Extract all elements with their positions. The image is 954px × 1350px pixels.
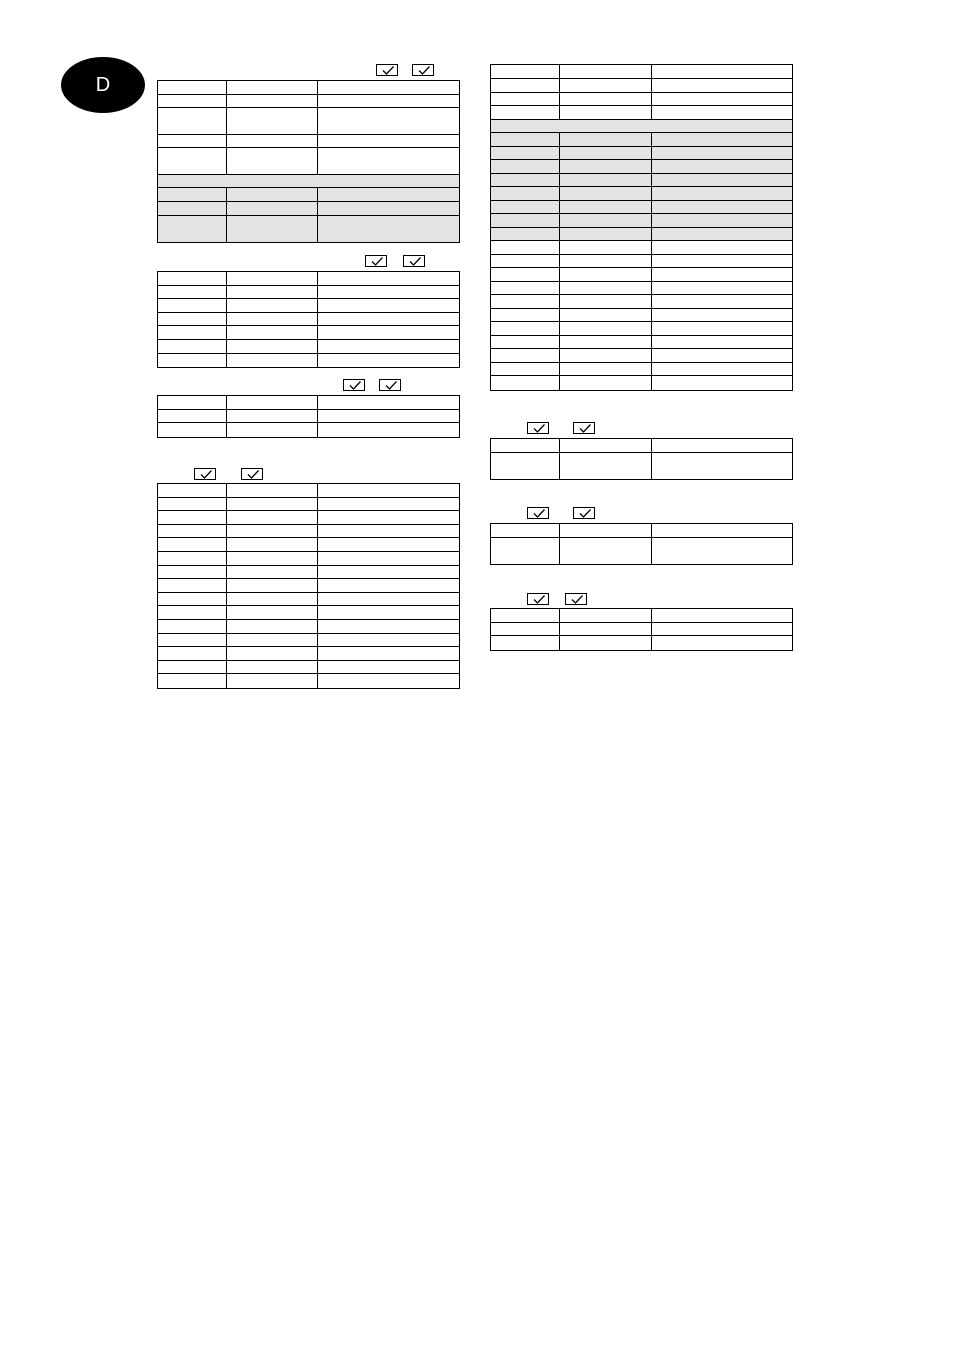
table-cell (227, 148, 318, 174)
table-row (158, 484, 459, 498)
table-row (491, 93, 792, 107)
table-cell (158, 299, 227, 312)
table-row (158, 579, 459, 593)
table-cell (560, 295, 652, 308)
table-row (158, 396, 459, 410)
table-row (491, 336, 792, 350)
table-row (491, 524, 792, 538)
table-cell (158, 552, 227, 565)
table-cell (158, 340, 227, 353)
table-cell (652, 439, 792, 452)
table-cell (491, 65, 560, 78)
table-cell (158, 511, 227, 524)
checkmark-box-icon (527, 593, 549, 605)
table-cell (560, 228, 652, 241)
table-cell (652, 255, 792, 268)
table-row (491, 376, 792, 390)
table-cell (652, 524, 792, 537)
table-cell (158, 484, 227, 497)
table-row (158, 216, 459, 242)
table-cell (491, 93, 560, 106)
table-cell (158, 108, 227, 134)
table-cell (652, 241, 792, 254)
table-cell (318, 396, 459, 409)
table-cell (318, 566, 459, 579)
table-cell (491, 309, 560, 322)
table-cell (158, 188, 227, 201)
table-row (491, 228, 792, 242)
table-cell (560, 322, 652, 335)
table-cell (158, 525, 227, 538)
table-cell (158, 498, 227, 511)
table-row (491, 439, 792, 453)
table-cell (318, 593, 459, 606)
table-cell (227, 326, 318, 339)
table-cell (652, 609, 792, 622)
table-cell (318, 108, 459, 134)
table-cell (227, 511, 318, 524)
table-cell (491, 322, 560, 335)
table-cell (652, 160, 792, 173)
table-cell (227, 272, 318, 285)
table-row (158, 593, 459, 607)
table-row (158, 81, 459, 95)
table-cell (158, 175, 459, 187)
table-cell (318, 634, 459, 647)
table-row (491, 363, 792, 377)
table-cell (652, 309, 792, 322)
table-cell (491, 120, 792, 132)
table-row (158, 634, 459, 648)
table-cell (560, 376, 652, 390)
table-cell (491, 295, 560, 308)
table-cell (318, 661, 459, 674)
table-cell (491, 228, 560, 241)
table-cell (560, 363, 652, 376)
table-row (158, 188, 459, 202)
table-cell (158, 272, 227, 285)
table-row (491, 241, 792, 255)
table-cell (158, 81, 227, 94)
checkmark-box-icon (527, 422, 549, 434)
table-cell (560, 65, 652, 78)
table-cell (227, 340, 318, 353)
table-row (491, 214, 792, 228)
checkmark-box-icon (565, 593, 587, 605)
table-cell (652, 376, 792, 390)
table-cell (318, 354, 459, 368)
table-cell (652, 65, 792, 78)
table-row (491, 160, 792, 174)
table-row (491, 636, 792, 650)
table-cell (318, 423, 459, 437)
table-cell (652, 79, 792, 92)
spec-table-2 (157, 271, 460, 368)
table-cell (652, 133, 792, 146)
table-cell (652, 336, 792, 349)
table-cell (560, 268, 652, 281)
table-cell (491, 187, 560, 200)
table-cell (227, 188, 318, 201)
table-cell (560, 282, 652, 295)
table-cell (318, 525, 459, 538)
table-row (158, 674, 459, 688)
checkmark-box-icon (376, 64, 398, 76)
table-cell (318, 216, 459, 242)
table-cell (158, 216, 227, 242)
table-cell (318, 579, 459, 592)
table-cell (227, 579, 318, 592)
table-row (158, 135, 459, 148)
table-cell (158, 566, 227, 579)
table-row (158, 423, 459, 437)
table-row (158, 202, 459, 216)
table-row (158, 552, 459, 566)
table-cell (491, 524, 560, 537)
table-cell (491, 336, 560, 349)
table-cell (491, 268, 560, 281)
table-cell (158, 313, 227, 326)
table-cell (158, 286, 227, 299)
table-cell (227, 216, 318, 242)
checkmark-box-icon (379, 379, 401, 391)
table-cell (491, 363, 560, 376)
spec-table-6 (490, 438, 793, 480)
table-cell (652, 295, 792, 308)
table-cell (158, 620, 227, 633)
table-row (158, 661, 459, 675)
table-cell (318, 606, 459, 619)
table-row (491, 268, 792, 282)
table-cell (560, 93, 652, 106)
table-row (158, 95, 459, 108)
table-cell (227, 538, 318, 551)
table-row (158, 313, 459, 327)
table-cell (652, 363, 792, 376)
table-cell (227, 354, 318, 368)
table-cell (491, 174, 560, 187)
table-cell (318, 340, 459, 353)
table-cell (318, 299, 459, 312)
table-cell (318, 484, 459, 497)
table-cell (227, 81, 318, 94)
table-row (158, 647, 459, 661)
table-cell (158, 674, 227, 688)
table-row (158, 299, 459, 313)
table-cell (560, 309, 652, 322)
spec-table-3 (157, 395, 460, 438)
table-cell (158, 396, 227, 409)
table-cell (158, 579, 227, 592)
table-cell (560, 241, 652, 254)
table-cell (560, 336, 652, 349)
table-cell (560, 623, 652, 636)
checkmark-box-icon (412, 64, 434, 76)
table-cell (318, 511, 459, 524)
table-row (158, 340, 459, 354)
table-cell (652, 201, 792, 214)
table-cell (227, 661, 318, 674)
checkmark-box-icon (241, 468, 263, 480)
table-cell (318, 410, 459, 423)
table-cell (560, 79, 652, 92)
table-cell (158, 326, 227, 339)
table-row (491, 282, 792, 296)
table-cell (560, 106, 652, 119)
table-cell (491, 376, 560, 390)
table-row (491, 133, 792, 147)
table-cell (652, 228, 792, 241)
table-cell (227, 647, 318, 660)
table-cell (491, 201, 560, 214)
table-row (491, 174, 792, 188)
language-badge (61, 57, 145, 113)
table-cell (158, 410, 227, 423)
table-cell (491, 538, 560, 564)
table-cell (560, 214, 652, 227)
table-cell (318, 81, 459, 94)
table-cell (227, 202, 318, 215)
table-cell (158, 423, 227, 437)
table-row (158, 326, 459, 340)
table-row (491, 79, 792, 93)
table-row (491, 322, 792, 336)
table-cell (560, 636, 652, 650)
table-cell (560, 133, 652, 146)
table-row (491, 609, 792, 623)
table-cell (227, 484, 318, 497)
table-row (491, 201, 792, 215)
table-row (158, 538, 459, 552)
table-cell (560, 524, 652, 537)
language-badge-label: D (95, 73, 111, 96)
table-cell (652, 282, 792, 295)
table-cell (227, 525, 318, 538)
table-cell (158, 354, 227, 368)
spec-table-5 (490, 64, 793, 391)
table-cell (227, 620, 318, 633)
table-cell (652, 214, 792, 227)
table-cell (560, 538, 652, 564)
spec-table-7 (490, 523, 793, 565)
table-cell (491, 282, 560, 295)
table-cell (227, 299, 318, 312)
table-cell (318, 538, 459, 551)
table-cell (318, 148, 459, 174)
checkmark-box-icon (194, 468, 216, 480)
checkmark-box-icon (343, 379, 365, 391)
table-cell (227, 566, 318, 579)
table-cell (318, 620, 459, 633)
table-cell (227, 108, 318, 134)
table-row (491, 187, 792, 201)
table-row (491, 120, 792, 133)
table-cell (227, 593, 318, 606)
table-row (491, 65, 792, 79)
table-cell (491, 453, 560, 479)
table-cell (560, 160, 652, 173)
spec-table-1 (157, 80, 460, 243)
table-cell (227, 674, 318, 688)
table-cell (158, 634, 227, 647)
table-cell (318, 188, 459, 201)
table-cell (652, 147, 792, 160)
table-cell (227, 552, 318, 565)
table-cell (652, 349, 792, 362)
table-cell (318, 674, 459, 688)
table-cell (158, 593, 227, 606)
table-cell (318, 202, 459, 215)
table-cell (491, 636, 560, 650)
table-cell (491, 241, 560, 254)
table-cell (560, 187, 652, 200)
table-cell (652, 106, 792, 119)
table-row (491, 147, 792, 161)
checkmark-box-icon (573, 507, 595, 519)
table-cell (652, 322, 792, 335)
table-cell (491, 609, 560, 622)
table-row (158, 606, 459, 620)
table-row (158, 410, 459, 424)
table-cell (227, 313, 318, 326)
table-row (158, 354, 459, 368)
table-cell (318, 135, 459, 147)
table-cell (491, 147, 560, 160)
table-row (491, 295, 792, 309)
table-row (491, 309, 792, 323)
table-cell (158, 661, 227, 674)
table-row (158, 498, 459, 512)
table-cell (227, 286, 318, 299)
table-cell (158, 95, 227, 107)
table-row (158, 511, 459, 525)
table-cell (560, 609, 652, 622)
table-row (158, 566, 459, 580)
table-cell (652, 187, 792, 200)
table-cell (491, 255, 560, 268)
table-cell (227, 135, 318, 147)
checkmark-box-icon (403, 255, 425, 267)
table-cell (318, 552, 459, 565)
checkmark-box-icon (527, 507, 549, 519)
spec-table-4 (157, 483, 460, 689)
table-cell (491, 133, 560, 146)
table-row (158, 286, 459, 300)
table-cell (227, 410, 318, 423)
table-cell (491, 79, 560, 92)
table-row (491, 255, 792, 269)
table-cell (491, 106, 560, 119)
table-cell (158, 538, 227, 551)
table-cell (158, 647, 227, 660)
table-cell (227, 95, 318, 107)
table-cell (652, 538, 792, 564)
table-cell (560, 201, 652, 214)
spec-table-8 (490, 608, 793, 651)
table-cell (318, 647, 459, 660)
table-cell (491, 349, 560, 362)
table-cell (560, 147, 652, 160)
table-cell (652, 453, 792, 479)
table-row (158, 525, 459, 539)
table-cell (318, 313, 459, 326)
table-cell (491, 214, 560, 227)
table-cell (158, 148, 227, 174)
table-cell (560, 453, 652, 479)
table-row (491, 349, 792, 363)
table-cell (652, 623, 792, 636)
table-cell (652, 93, 792, 106)
table-cell (227, 423, 318, 437)
table-cell (158, 202, 227, 215)
table-cell (318, 95, 459, 107)
checkmark-box-icon (573, 422, 595, 434)
table-cell (652, 636, 792, 650)
table-row (491, 538, 792, 564)
table-row (158, 148, 459, 175)
table-cell (491, 623, 560, 636)
table-cell (318, 286, 459, 299)
table-cell (227, 396, 318, 409)
table-cell (560, 349, 652, 362)
table-cell (318, 326, 459, 339)
table-cell (227, 498, 318, 511)
table-cell (560, 255, 652, 268)
table-row (158, 272, 459, 286)
table-cell (652, 268, 792, 281)
table-cell (227, 634, 318, 647)
table-row (491, 623, 792, 637)
table-cell (560, 174, 652, 187)
checkmark-box-icon (365, 255, 387, 267)
table-row (158, 175, 459, 188)
table-cell (652, 174, 792, 187)
table-cell (491, 439, 560, 452)
table-cell (560, 439, 652, 452)
table-cell (491, 160, 560, 173)
table-row (491, 106, 792, 120)
table-cell (158, 135, 227, 147)
table-cell (227, 606, 318, 619)
table-row (491, 453, 792, 479)
table-row (158, 620, 459, 634)
table-cell (318, 498, 459, 511)
table-cell (158, 606, 227, 619)
table-row (158, 108, 459, 135)
table-cell (318, 272, 459, 285)
